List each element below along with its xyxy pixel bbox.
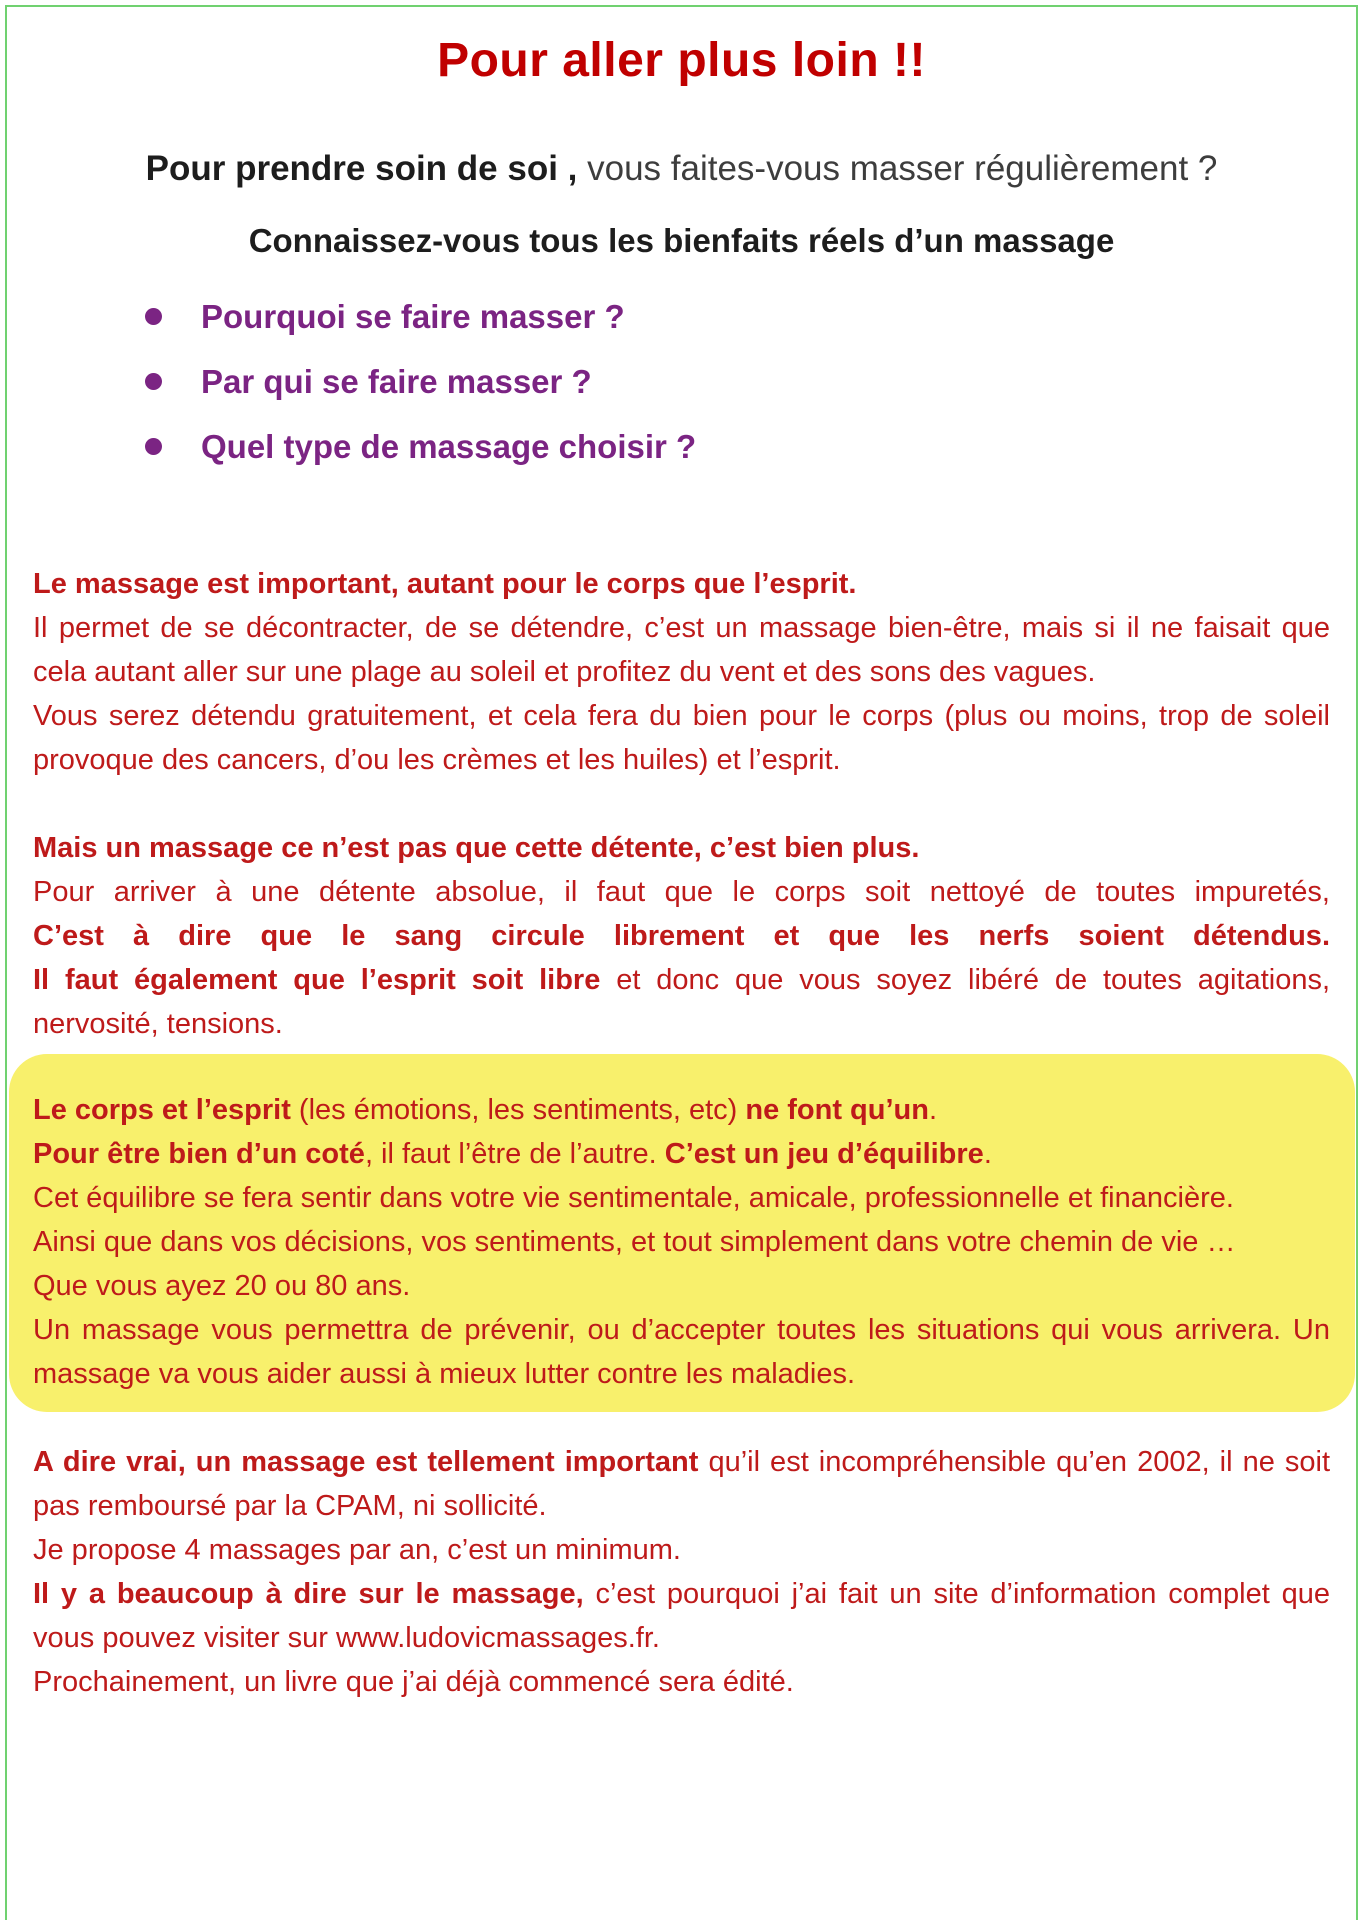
paragraph-run: (les émotions, les sentiments, etc) — [290, 1093, 746, 1126]
paragraph — [33, 1088, 1330, 1132]
paragraph-heading: Le massage est important, autant pour le corps que l’esprit. — [33, 567, 857, 600]
list-item — [145, 296, 1330, 338]
lead-question-rest: vous faites-vous masser régulièrement ? — [577, 148, 1218, 188]
lead-question-bold: Pour prendre soin de soi , — [145, 148, 578, 188]
section-massage-more — [33, 826, 1330, 1046]
paragraph-run: qu’il est incompréhensible qu’en 2002, il ne soit pas remboursé par la CPAM, ni sollicité. — [33, 1445, 1331, 1522]
paragraph-run-bold: Le corps et l’esprit — [33, 1093, 291, 1126]
paragraph-run: c’est pourquoi j’ai fait un site d’information complet que vous pouvez visiter sur www.ludovicmassages.fr. — [33, 1577, 1330, 1654]
paragraph — [33, 870, 1330, 1046]
paragraph-run: . — [928, 1093, 938, 1126]
paragraph-run: , il faut l’être de l’autre. — [364, 1137, 665, 1170]
paragraph: Ainsi que dans vos décisions, vos sentiments, et tout simplement dans votre chemin de vie … — [33, 1225, 1236, 1258]
list-item — [145, 426, 1330, 468]
section-closing — [33, 1440, 1330, 1704]
paragraph-run: Pour arriver à une détente absolue, il faut que le corps soit nettoyé de toutes impuretés, — [33, 875, 1330, 908]
paragraph-heading: Mais un massage ce n’est pas que cette détente, c’est bien plus. — [33, 831, 920, 864]
section-massage-importance — [33, 562, 1330, 782]
paragraph-run-bold: C’est un jeu d’équilibre — [664, 1137, 984, 1170]
paragraph-run-bold: A dire vrai, un massage est tellement important — [33, 1445, 699, 1478]
paragraph: Il permet de se décontracter, de se détendre, c’est un massage bien-être, mais si il ne faisait que cela autant aller sur une plage au soleil et profitez du vent et des sons des vagues. — [33, 611, 1330, 688]
paragraph: Je propose 4 massages par an, c’est un minimum. — [33, 1533, 681, 1566]
paragraph: Un massage vous permettra de prévenir, ou d’accepter toutes les situations qui vous arrivera. Un massage va vous aider aussi à mieux lutter contre les maladies. — [33, 1313, 1330, 1390]
paragraph — [33, 1132, 1330, 1176]
paragraph-run-bold: C’est à dire que le sang circule librement et que les nerfs soient détendus. — [33, 919, 1330, 952]
paragraph: Cet équilibre se fera sentir dans votre vie sentimentale, amicale, professionnelle et financière. — [33, 1181, 1234, 1214]
page-title: Pour aller plus loin !! — [437, 34, 926, 87]
bullet-list — [33, 296, 1330, 468]
paragraph: Que vous ayez 20 ou 80 ans. — [33, 1269, 411, 1302]
article-body — [33, 562, 1330, 1704]
highlight-block — [9, 1054, 1355, 1412]
bullet-label: Quel type de massage choisir ? — [201, 427, 697, 465]
bullet-label: Pourquoi se faire masser ? — [201, 297, 625, 335]
paragraph-run-bold: Il y a beaucoup à dire sur le massage, — [33, 1577, 584, 1610]
benefits-question: Connaissez-vous tous les bienfaits réels d’un massage — [248, 222, 1115, 260]
bullet-icon — [145, 373, 162, 390]
bullet-icon — [145, 438, 162, 455]
bullet-label: Par qui se faire masser ? — [201, 362, 592, 400]
paragraph-run: . — [983, 1137, 992, 1170]
document-page — [5, 5, 1358, 1920]
paragraph-run-bold: Pour être bien d’un coté — [33, 1137, 365, 1170]
list-item — [145, 361, 1330, 403]
paragraph-run: et donc que vous soyez libéré de toutes agitations, nervosité, tensions. — [33, 963, 1331, 1040]
bullet-icon — [145, 308, 162, 325]
paragraph — [33, 1572, 1330, 1660]
paragraph-run-bold: Il faut également que l’esprit soit libre — [33, 963, 601, 996]
lead-question — [33, 147, 1330, 191]
paragraph — [33, 1440, 1330, 1528]
paragraph: Vous serez détendu gratuitement, et cela fera du bien pour le corps (plus ou moins, trop de soleil provoque des cancers, d’ou les crèmes et les huiles) et l’esprit. — [33, 699, 1330, 776]
paragraph-run-bold: ne font qu’un — [745, 1093, 929, 1126]
paragraph: Prochainement, un livre que j’ai déjà commencé sera édité. — [33, 1665, 794, 1698]
